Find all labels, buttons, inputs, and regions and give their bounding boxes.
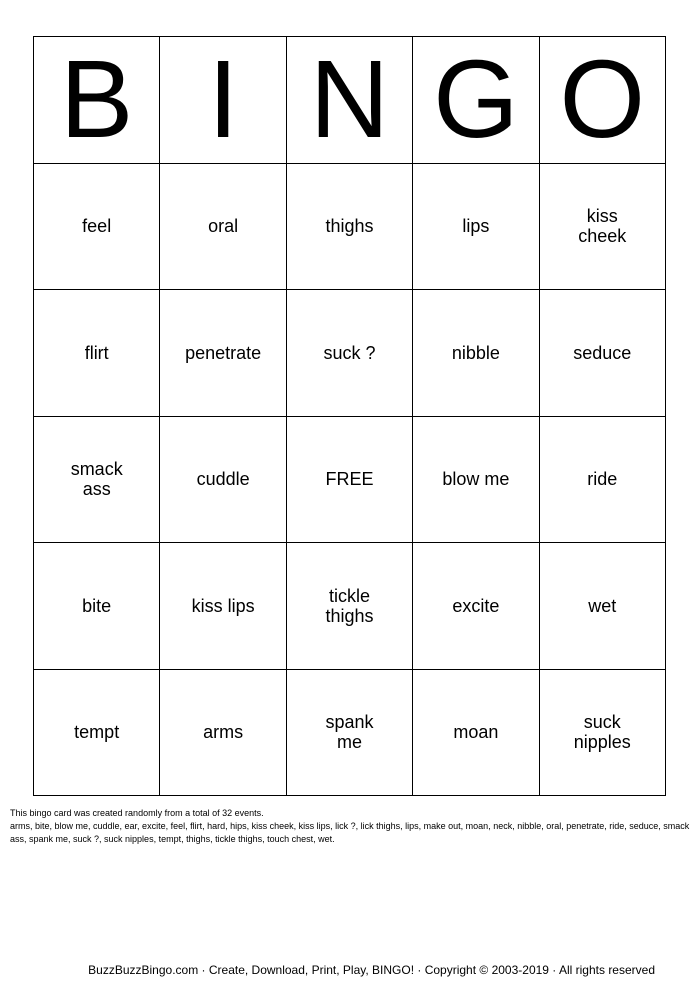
bingo-cell: moan bbox=[413, 670, 539, 797]
events-list: arms, bite, blow me, cuddle, ear, excite, feel, flirt, hard, hips, kiss cheek, kiss lips, lick ?, lick thighs, lips, make out, moan, neck, nibble, oral, penetrate, ride, seduce, smack ass, spank me, suck ?, suck nipples, tempt, thighs, tickle thighs, touch chest, wet. bbox=[10, 821, 690, 844]
bingo-cell: tempt bbox=[34, 670, 160, 797]
bingo-cell: flirt bbox=[34, 290, 160, 417]
bingo-cell: feel bbox=[34, 164, 160, 291]
bingo-cell: seduce bbox=[540, 290, 666, 417]
bingo-cell: wet bbox=[540, 543, 666, 670]
bingo-cell: smack ass bbox=[34, 417, 160, 544]
footer-copyright: BuzzBuzzBingo.com · Create, Download, Print, Play, BINGO! · Copyright © 2003-2019 · All rights reserved bbox=[88, 963, 655, 977]
bingo-cell: penetrate bbox=[160, 290, 286, 417]
bingo-cell: arms bbox=[160, 670, 286, 797]
events-summary: This bingo card was created randomly from a total of 32 events. bbox=[10, 808, 264, 818]
free-space-cell: FREE bbox=[287, 417, 413, 544]
header-letter-g: G bbox=[413, 37, 539, 164]
header-letter-n: N bbox=[287, 37, 413, 164]
header-letter-i: I bbox=[160, 37, 286, 164]
bingo-card bbox=[33, 36, 666, 796]
bingo-cell: thighs bbox=[287, 164, 413, 291]
bingo-cell: cuddle bbox=[160, 417, 286, 544]
bingo-cell: lips bbox=[413, 164, 539, 291]
bingo-cell: spank me bbox=[287, 670, 413, 797]
bingo-cell: kiss cheek bbox=[540, 164, 666, 291]
bingo-cell: suck ? bbox=[287, 290, 413, 417]
bingo-cell: bite bbox=[34, 543, 160, 670]
bingo-cell: suck nipples bbox=[540, 670, 666, 797]
bingo-cell: nibble bbox=[413, 290, 539, 417]
bingo-cell: excite bbox=[413, 543, 539, 670]
bingo-cell: oral bbox=[160, 164, 286, 291]
bingo-cell: tickle thighs bbox=[287, 543, 413, 670]
bingo-cell: kiss lips bbox=[160, 543, 286, 670]
bingo-cell: ride bbox=[540, 417, 666, 544]
header-letter-o: O bbox=[540, 37, 666, 164]
header-letter-b: B bbox=[34, 37, 160, 164]
bingo-cell: blow me bbox=[413, 417, 539, 544]
card-info bbox=[10, 807, 690, 846]
